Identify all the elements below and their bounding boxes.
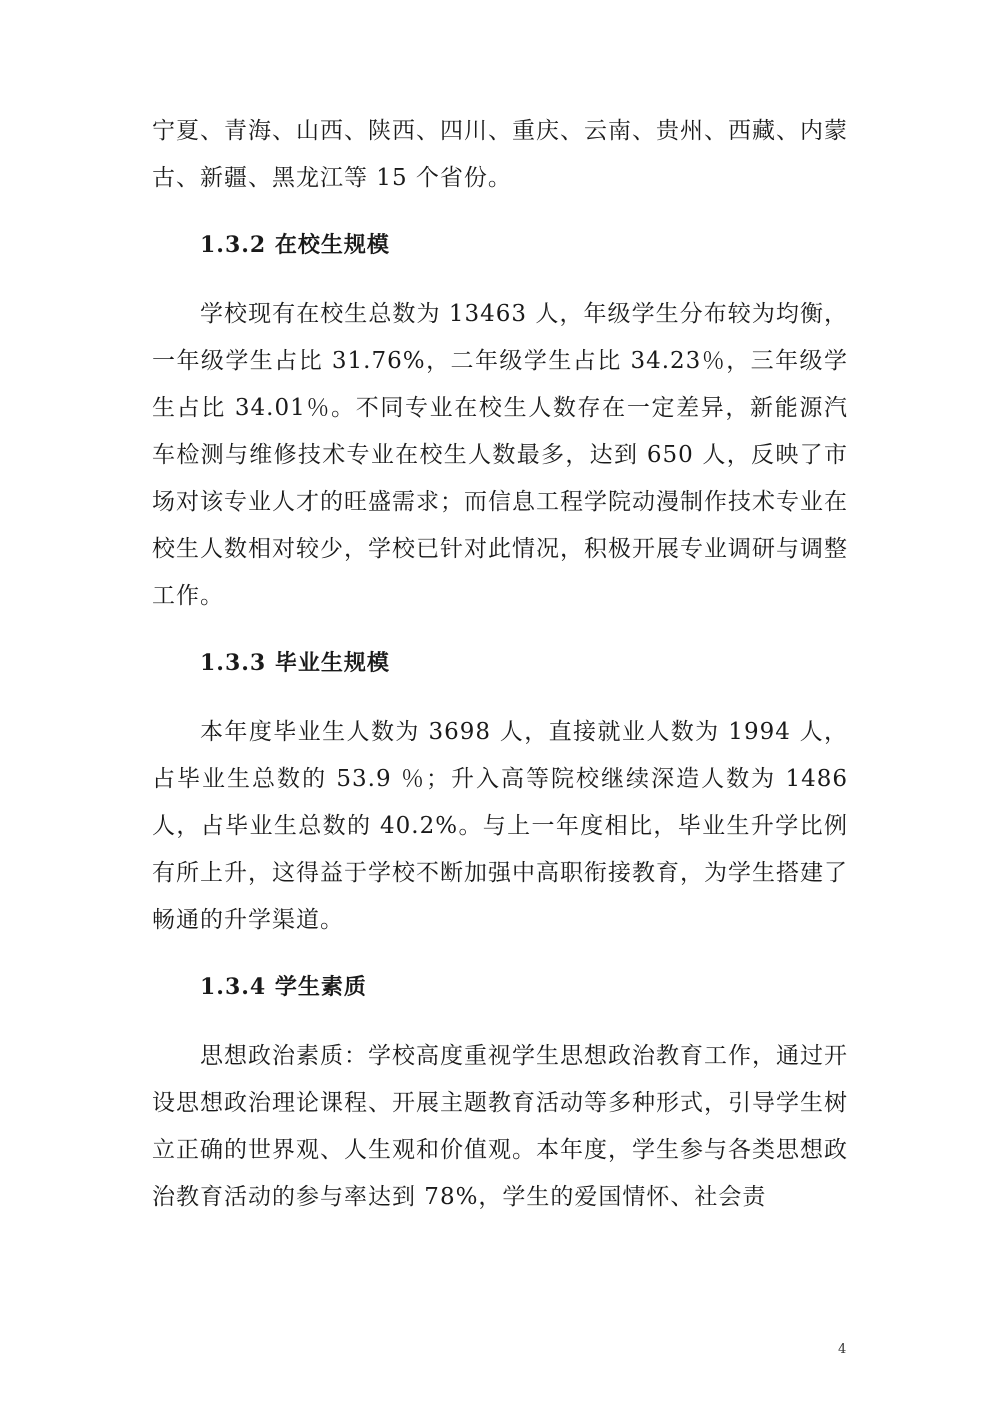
paragraph-graduates: 本年度毕业生人数为 3698 人，直接就业人数为 1994 人，占毕业生总数的 53.9 ％；升入高等院校继续深造人数为 1486 人，占毕业生总数的 40.2%。与上一年度相比，毕业生升学比例有所上升，这得益于学校不断加强中高职衔接教育，为学生搭建了畅通的升学渠道。	[152, 719, 848, 933]
page-number: 4	[838, 1342, 847, 1357]
paragraph-ideological-quality: 思想政治素质：学校高度重视学生思想政治教育工作，通过开设思想政治理论课程、开展主题教育活动等多种形式，引导学生树立正确的世界观、人生观和价值观。本年度，学生参与各类思想政治教育活动的参与率达到 78%，学生的爱国情怀、社会责	[152, 1043, 848, 1210]
heading-student-enrollment: 1.3.2 在校生规模	[200, 232, 390, 258]
heading-graduate-scale: 1.3.3 毕业生规模	[200, 650, 390, 676]
paragraph-enrollment: 学校现有在校生总数为 13463 人，年级学生分布较为均衡，一年级学生占比 31.76%，二年级学生占比 34.23％，三年级学生占比 34.01％。不同专业在校生人数存在一定差异，新能源汽车检测与维修技术专业在校生人数最多，达到 650 人，反映了市场对该专业人才的旺盛需求；而信息工程学院动漫制作技术专业在校生人数相对较少，学校已针对此情况，积极开展专业调研与调整工作。	[152, 301, 848, 609]
heading-student-quality: 1.3.4 学生素质	[200, 974, 367, 1000]
document-body	[152, 108, 848, 1221]
paragraph-provinces: 宁夏、青海、山西、陕西、四川、重庆、云南、贵州、西藏、内蒙古、新疆、黑龙江等 15 个省份。	[152, 118, 848, 191]
